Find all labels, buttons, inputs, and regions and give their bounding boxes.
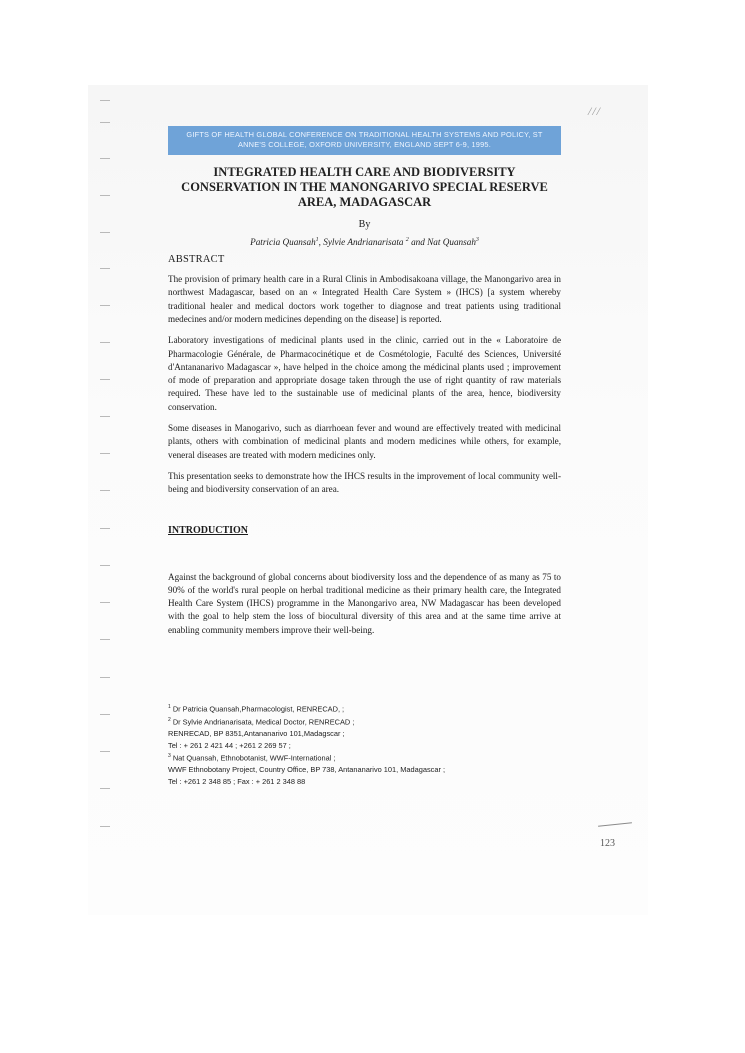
author-3: and Nat Quansah: [408, 237, 476, 248]
footnote-2-address: RENRECAD, BP 8351,Antananarivo 101,Madagscar ;: [168, 729, 345, 739]
margin-tick: [100, 158, 110, 159]
by-line: By: [358, 219, 371, 230]
footnote-2-phone: Tel : + 261 2 421 44 ; +261 2 269 57 ;: [168, 740, 291, 750]
introduction-paragraph-1: Against the background of global concerns about biodiversity loss and the dependence of as many as 75 to 90% of the world's rural people on herbal traditional medicine as their primary health care, the Integrated Health Care System (IHCS) programme in the Manongarivo area, NW Madagascar has been developed with the goal to help stem the loss of biocultural diversity of this area and at the same time arrive at enabling community members improve their well-being.: [168, 571, 561, 635]
margin-tick: [100, 342, 110, 343]
margin-tick: [100, 195, 110, 196]
footnote-1-number: 1: [168, 704, 171, 710]
footnote-2-text: Dr Sylvie Andrianarisata, Medical Doctor, RENRECAD ;: [170, 717, 355, 727]
author-2-ref: 2: [405, 237, 409, 243]
abstract-paragraph-3: Some diseases in Manogarivo, such as diarrhoean fever and wound are effectively treated with medicinal plants, others with combination of medicinal plants and modern medicines while others, for example, veneral diseases are treated with modern medicines only.: [168, 423, 561, 460]
footnote-2: [168, 715, 561, 728]
footnote-3-text: Nat Quansah, Ethnobotanist, WWF-International ;: [170, 753, 336, 763]
abstract-paragraph-1: The provision of primary health care in a Rural Clinis in Ambodisakoana village, the Manongarivo area in northwest Madagascar, based on an « Integrated Health Care System » (IHCS) [a system whereby traditional healer and medical doctors work together to diagnose and treat patients using traditional medecines and/or modern medicines depending on the disease] is reported.: [168, 274, 561, 324]
margin-tick: [100, 268, 110, 269]
author-list: [168, 237, 561, 247]
abstract-paragraph-4: This presentation seeks to demonstrate how the IHCS results in the improvement of local community well-being and biodiversity conservation of an area.: [168, 470, 561, 495]
footnote-3-phone: Tel : +261 2 348 85 ; Fax : + 261 2 348 88: [168, 776, 306, 786]
footnote-3-address: WWF Ethnobotany Project, Country Office, BP 738, Antananarivo 101, Madagascar ;: [168, 765, 446, 775]
author-1-ref: 1: [315, 237, 319, 243]
author-2: , Sylvie Andrianarisata: [318, 237, 406, 248]
margin-tick: [100, 122, 110, 123]
margin-tick: [100, 602, 110, 603]
title-line-1: INTEGRATED HEALTH CARE AND BIODIVERSITY: [213, 165, 516, 179]
author-3-ref: 3: [475, 237, 479, 243]
margin-tick: [100, 490, 110, 491]
abstract-heading: ABSTRACT: [168, 254, 225, 266]
paper-title: [168, 165, 561, 210]
margin-tick: [100, 826, 110, 827]
margin-tick: [100, 453, 110, 454]
margin-tick: [100, 565, 110, 566]
paper-body: [168, 165, 561, 637]
margin-tick: [100, 232, 110, 233]
margin-tick: [100, 379, 110, 380]
margin-tick: [100, 677, 110, 678]
margin-tick: [100, 305, 110, 306]
page-number: 123: [600, 838, 615, 849]
abstract-paragraph-2: Laboratory investigations of medicinal plants used in the clinic, carried out in the « Laboratoire de Pharmacologie Générale, de Pharmacocinétique et de Cosmétologie, Faculté des Sciences, Université d'Antananarivo Madagascar », have helped in the choice among the médicinal plants used ; improvement of mode of preparation and appropriate dosage taken through the use of right quantity of raw materials required. These have led to the sustainable use of medicinal plants of the area, hence, biodiversity conservation.: [168, 335, 561, 412]
title-line-3: AREA, MADAGASCAR: [297, 195, 432, 209]
conference-banner: [168, 126, 561, 155]
footnote-3-number: 3: [168, 753, 171, 760]
author-1: Patricia Quansah: [250, 237, 316, 248]
handwritten-corner-mark: ///: [588, 104, 602, 118]
footnote-2-number: 2: [168, 717, 171, 724]
margin-tick: [100, 751, 110, 752]
margin-tick: [100, 639, 110, 640]
binding-margin-marks: [100, 100, 114, 860]
footnote-3: [168, 751, 561, 764]
margin-tick: [100, 100, 110, 101]
margin-tick: [100, 528, 110, 529]
margin-tick: [100, 714, 110, 715]
footnote-1: [168, 702, 561, 715]
margin-tick: [100, 416, 110, 417]
margin-tick: [100, 788, 110, 789]
banner-line-1: GIFTS OF HEALTH GLOBAL CONFERENCE ON TRADITIONAL HEALTH SYSTEMS AND POLICY, ST: [186, 130, 543, 139]
footnotes: [168, 702, 561, 788]
footnote-1-text: Dr Patricia Quansah,Pharmacologist, RENRECAD, ;: [170, 704, 345, 714]
title-line-2: CONSERVATION IN THE MANONGARIVO SPECIAL RESERVE: [181, 180, 548, 194]
introduction-heading: INTRODUCTION: [168, 524, 249, 536]
banner-line-2: ANNE'S COLLEGE, OXFORD UNIVERSITY, ENGLAND SEPT 6-9, 1995.: [237, 140, 491, 149]
